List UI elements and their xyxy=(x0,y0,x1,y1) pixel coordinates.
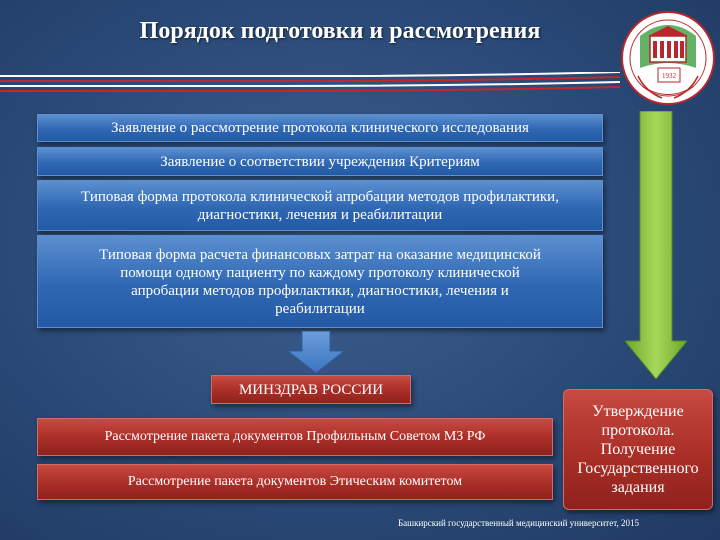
step-box-1: Заявление о рассмотрение протокола клинического исследования xyxy=(37,114,603,142)
review-box-1: Рассмотрение пакета документов Профильным Советом МЗ РФ xyxy=(37,418,553,456)
university-logo xyxy=(618,8,718,112)
outcome-box: Утверждение протокола. Получение Государственного задания xyxy=(563,389,713,510)
step-box-2: Заявление о соответствии учреждения Критериям xyxy=(37,147,603,176)
blue-down-arrow xyxy=(288,331,344,373)
ministry-box: МИНЗДРАВ РОССИИ xyxy=(211,375,411,404)
logo-year: 1932 xyxy=(662,72,676,80)
review-box-2: Рассмотрение пакета документов Этическим комитетом xyxy=(37,464,553,500)
page-title: Порядок подготовки и рассмотрения xyxy=(139,18,541,44)
footer-caption: Башкирский государственный медицинский университет, 2015 xyxy=(398,518,639,528)
green-down-arrow xyxy=(625,111,687,379)
step-box-4: Типовая форма расчета финансовых затрат на оказание медицинской помощи одному пациенту по каждому протоколу клинической апробации методов профилактики, диагностики, лечения и реабилитации xyxy=(37,235,603,328)
step-box-3: Типовая форма протокола клинической апробации методов профилактики, диагностики, лечения и реабилитации xyxy=(37,180,603,231)
header-stripes xyxy=(0,72,620,102)
